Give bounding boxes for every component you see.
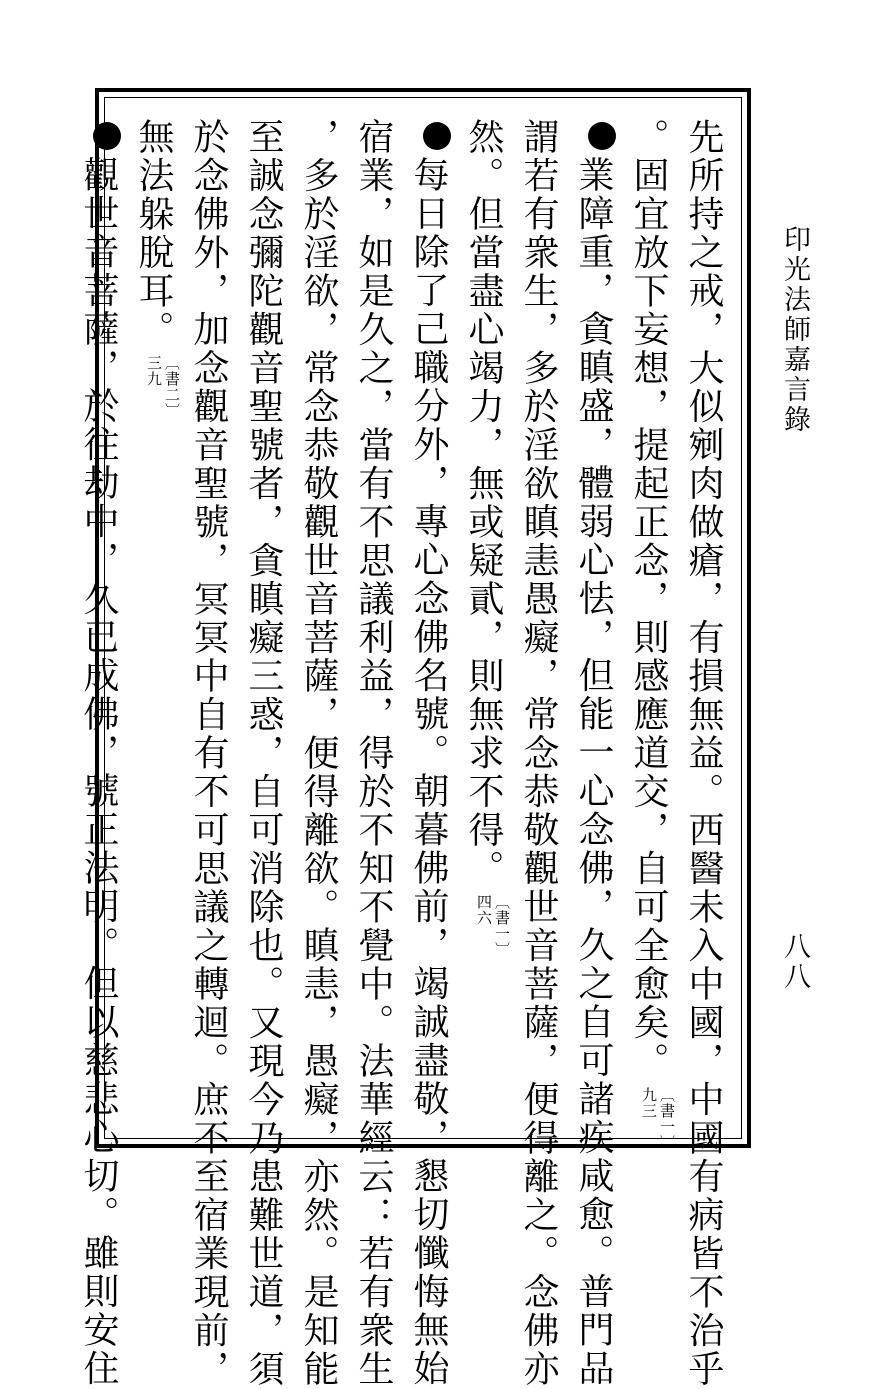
- text-column-3: 業障重，貪瞋盛，體弱心怯，但能一心念佛，久之自可諸疾咸愈。普門品: [566, 118, 621, 1128]
- source-citation: 〔書一〕 九三: [640, 1086, 676, 1151]
- text-column-6: 每日除了己職分外，專心念佛名號。朝暮佛前，竭誠盡敬，懇切懺悔無始: [401, 118, 456, 1128]
- text-column-12: 觀世音菩薩，於往劫中，久已成佛，號正法明。但以慈悲心切。雖則安住: [71, 118, 126, 1128]
- text-column-9: 至誠念彌陀觀音聖號者，貪瞋癡三惑，自可消除也。又現今乃患難世道，須: [243, 118, 284, 1389]
- running-title: 印光法師嘉言錄: [779, 225, 810, 435]
- text-column-8: ，多於淫欲，常念恭敬觀世音菩薩，便得離欲。瞋恚，愚癡，亦然。是知能: [298, 118, 339, 1389]
- text-column-11: 無法躲脫耳。 〔書二〕 三九: [133, 118, 181, 419]
- source-citation: 〔書一〕 四六: [475, 894, 511, 958]
- bullet-icon: [93, 122, 121, 150]
- bullet-icon: [588, 122, 616, 150]
- text-column-2: 。固宜放下妄想，提起正念，則感應道交，自可全愈矣。 〔書一〕 九三: [628, 118, 676, 1151]
- bullet-icon: [423, 122, 451, 150]
- text-column-10: 於念佛外，加念觀音聖號，冥冥中自有不可思議之轉迴。庶不至宿業現前，: [188, 118, 229, 1389]
- main-text-block: [78, 118, 731, 1389]
- text-column-7: 宿業，如是久之，當有不思議利益，得於不知不覺中。法華經云：若有衆生: [353, 118, 394, 1389]
- text-column-4: 謂若有衆生，多於淫欲瞋恚愚癡，常念恭敬觀世音菩薩，便得離之。念佛亦: [518, 118, 559, 1389]
- page-number: 八八: [779, 932, 810, 992]
- source-citation: 〔書二〕 三九: [145, 355, 181, 419]
- text-column-1: 先所持之戒，大似剜肉做瘡，有損無益。西醫未入中國，中國有病皆不治乎: [683, 118, 724, 1389]
- text-column-5: 然。但當盡心竭力，無或疑貳，則無求不得。 〔書一〕 四六: [463, 118, 511, 958]
